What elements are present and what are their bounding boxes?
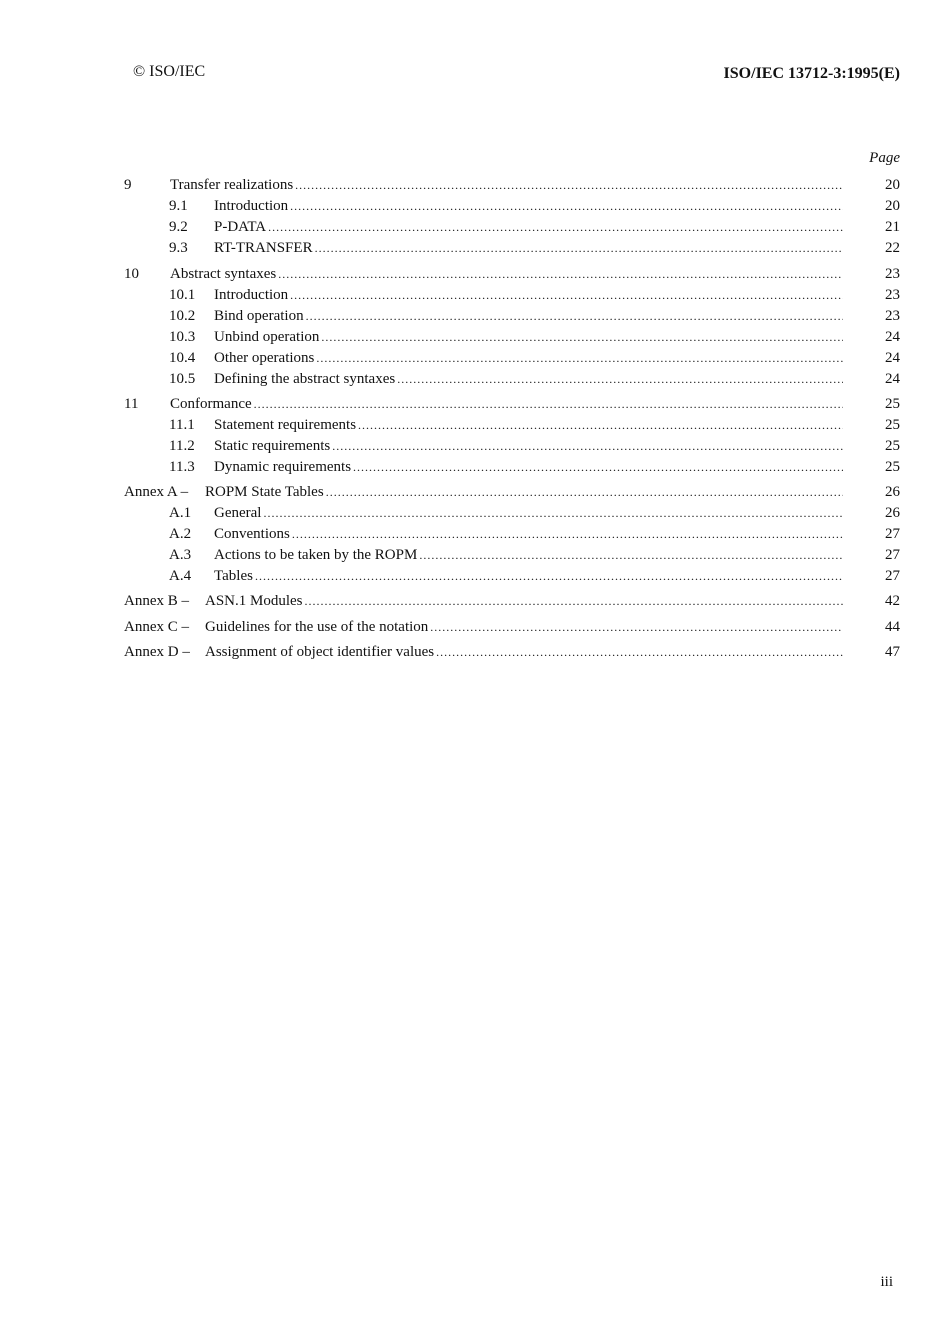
toc-entry-page: 22: [885, 240, 900, 256]
toc-entry-title: Other operations: [214, 350, 315, 366]
toc-entry[interactable]: [0, 415, 950, 435]
toc-entry-title-row: [214, 545, 843, 565]
toc-entry-page: 27: [885, 526, 900, 542]
toc-entry[interactable]: [0, 217, 950, 237]
toc-entry[interactable]: [0, 327, 950, 347]
toc-entry-title-row: [214, 369, 843, 389]
toc-entry-title: Introduction: [214, 198, 289, 214]
toc-leader-dots: [290, 196, 843, 216]
toc-entry-number: 10: [124, 266, 139, 282]
toc-entry-page: 47: [885, 644, 900, 660]
toc-entry[interactable]: [0, 617, 950, 637]
toc-entry-title-row: [214, 327, 843, 347]
toc-entry-title-row: [214, 415, 843, 435]
toc-entry-number: 10.3: [169, 329, 196, 345]
header-standard-id: ISO/IEC 13712-3:1995(E): [723, 65, 900, 82]
toc-leader-dots: [263, 503, 843, 523]
toc-entry-title-row: [214, 503, 843, 523]
toc-leader-dots: [332, 436, 843, 456]
toc-entry-page: 21: [885, 219, 900, 235]
toc-entry-number: 9.2: [169, 219, 188, 235]
toc-entry-title-row: [205, 617, 843, 637]
toc-entry-title-row: [214, 238, 843, 258]
toc-entry[interactable]: [0, 348, 950, 368]
toc-entry-title-row: [205, 642, 843, 662]
toc-entry-number: 10.4: [169, 350, 196, 366]
toc-leader-dots: [321, 327, 843, 347]
toc-entry-title-row: [170, 264, 843, 284]
toc-entry[interactable]: [0, 306, 950, 326]
toc-entry-page: 25: [885, 417, 900, 433]
toc-entry[interactable]: [0, 457, 950, 477]
toc-entry-title: Statement requirements: [214, 417, 357, 433]
toc-entry-page: 25: [885, 438, 900, 454]
toc-entry-title: Abstract syntaxes: [170, 266, 277, 282]
toc-entry[interactable]: [0, 238, 950, 258]
toc-entry[interactable]: [0, 591, 950, 611]
toc-entry-number: Annex A –: [124, 484, 189, 500]
toc-entry-title: General: [214, 505, 262, 521]
toc-entry-title: P-DATA: [214, 219, 267, 235]
toc-entry-page: 24: [885, 350, 900, 366]
toc-entry-title: RT-TRANSFER: [214, 240, 313, 256]
toc-leader-dots: [436, 642, 843, 662]
toc-entry-number: 10.5: [169, 371, 196, 387]
toc-entry-title: Unbind operation: [214, 329, 320, 345]
toc-entry[interactable]: [0, 264, 950, 284]
toc-leader-dots: [326, 482, 843, 502]
toc-entry-title: ASN.1 Modules: [205, 593, 303, 609]
toc-entry[interactable]: [0, 503, 950, 523]
toc-entry-title-row: [214, 306, 843, 326]
toc-leader-dots: [316, 348, 843, 368]
toc-entry-title: Bind operation: [214, 308, 304, 324]
toc-entry-page: 26: [885, 484, 900, 500]
toc-entry-page: 20: [885, 198, 900, 214]
toc-entry-page: 44: [885, 619, 900, 635]
toc-entry-number: Annex B –: [124, 593, 189, 609]
toc-entry-page: 26: [885, 505, 900, 521]
toc-entry-title-row: [214, 348, 843, 368]
toc-entry[interactable]: [0, 175, 950, 195]
toc-leader-dots: [397, 369, 843, 389]
toc-entry-number: 9.1: [169, 198, 188, 214]
toc-entry-title-row: [214, 524, 843, 544]
toc-entry-title: Guidelines for the use of the notation: [205, 619, 429, 635]
toc-entry-title-row: [214, 196, 843, 216]
toc-leader-dots: [353, 457, 843, 477]
toc-leader-dots: [268, 217, 843, 237]
toc-entry-page: 25: [885, 459, 900, 475]
toc-entry-page: 23: [885, 287, 900, 303]
toc-entry-number: A.2: [169, 526, 192, 542]
toc-entry[interactable]: [0, 545, 950, 565]
toc-entry-title-row: [170, 394, 843, 414]
header-copyright: © ISO/IEC: [133, 63, 206, 80]
toc-entry[interactable]: [0, 285, 950, 305]
toc-entry-title-row: [214, 436, 843, 456]
toc-leader-dots: [255, 566, 843, 586]
toc-leader-dots: [358, 415, 843, 435]
toc-entry-title: Conventions: [214, 526, 290, 542]
toc-entry-title: Conformance: [170, 396, 252, 412]
toc-entry-page: 42: [885, 593, 900, 609]
toc-entry-title: ROPM State Tables: [205, 484, 324, 500]
toc-entry[interactable]: [0, 394, 950, 414]
toc-entry-title-row: [205, 591, 843, 611]
toc-entry-number: 10.1: [169, 287, 196, 303]
toc-leader-dots: [290, 285, 843, 305]
toc-entry-page: 23: [885, 266, 900, 282]
toc-leader-dots: [292, 524, 843, 544]
footer-page-number: iii: [880, 1274, 893, 1290]
toc-leader-dots: [430, 617, 843, 637]
toc-entry[interactable]: [0, 436, 950, 456]
toc-entry-title-row: [214, 217, 843, 237]
toc-entry-title-row: [214, 457, 843, 477]
toc-entry-title: Introduction: [214, 287, 289, 303]
toc-entry-title: Actions to be taken by the ROPM: [214, 547, 418, 563]
toc-entry-number: 11: [124, 396, 139, 412]
toc-entry[interactable]: [0, 482, 950, 502]
toc-entry-number: Annex D –: [124, 644, 190, 660]
toc-entry[interactable]: [0, 524, 950, 544]
toc-entry-page: 24: [885, 329, 900, 345]
toc-page-column-label: Page: [869, 150, 900, 166]
toc-leader-dots: [419, 545, 843, 565]
toc-entry-title: Tables: [214, 568, 253, 584]
toc-entry-number: Annex C –: [124, 619, 189, 635]
toc-entry-title: Static requirements: [214, 438, 331, 454]
toc-entry[interactable]: [0, 642, 950, 662]
toc-entry-page: 24: [885, 371, 900, 387]
toc-entry-title: Defining the abstract syntaxes: [214, 371, 396, 387]
toc-entry-page: 25: [885, 396, 900, 412]
toc-entry[interactable]: [0, 369, 950, 389]
toc-entry-number: 11.3: [169, 459, 195, 475]
toc-entry-number: A.4: [169, 568, 192, 584]
toc-entry[interactable]: [0, 566, 950, 586]
toc-entry-number: 9: [124, 177, 132, 193]
toc-entry-title: Transfer realizations: [170, 177, 294, 193]
toc-entry-number: 9.3: [169, 240, 188, 256]
toc-entry-title: Assignment of object identifier values: [205, 644, 435, 660]
toc-entry-title-row: [170, 175, 843, 195]
toc-entry-page: 23: [885, 308, 900, 324]
toc-entry-number: A.1: [169, 505, 192, 521]
toc-entry-page: 27: [885, 568, 900, 584]
toc-entry-page: 27: [885, 547, 900, 563]
toc-entry[interactable]: [0, 196, 950, 216]
toc-leader-dots: [315, 238, 843, 258]
toc-leader-dots: [254, 394, 843, 414]
toc-entry-page: 20: [885, 177, 900, 193]
toc-entry-number: 11.2: [169, 438, 195, 454]
toc-entry-number: 10.2: [169, 308, 196, 324]
toc-leader-dots: [305, 591, 843, 611]
toc-entry-number: 11.1: [169, 417, 195, 433]
toc-leader-dots: [295, 175, 843, 195]
toc-leader-dots: [306, 306, 843, 326]
toc-entry-title-row: [214, 285, 843, 305]
toc-entry-title: Dynamic requirements: [214, 459, 352, 475]
toc-entry-title-row: [205, 482, 843, 502]
toc-leader-dots: [278, 264, 843, 284]
toc-entry-title-row: [214, 566, 843, 586]
toc-entry-number: A.3: [169, 547, 192, 563]
